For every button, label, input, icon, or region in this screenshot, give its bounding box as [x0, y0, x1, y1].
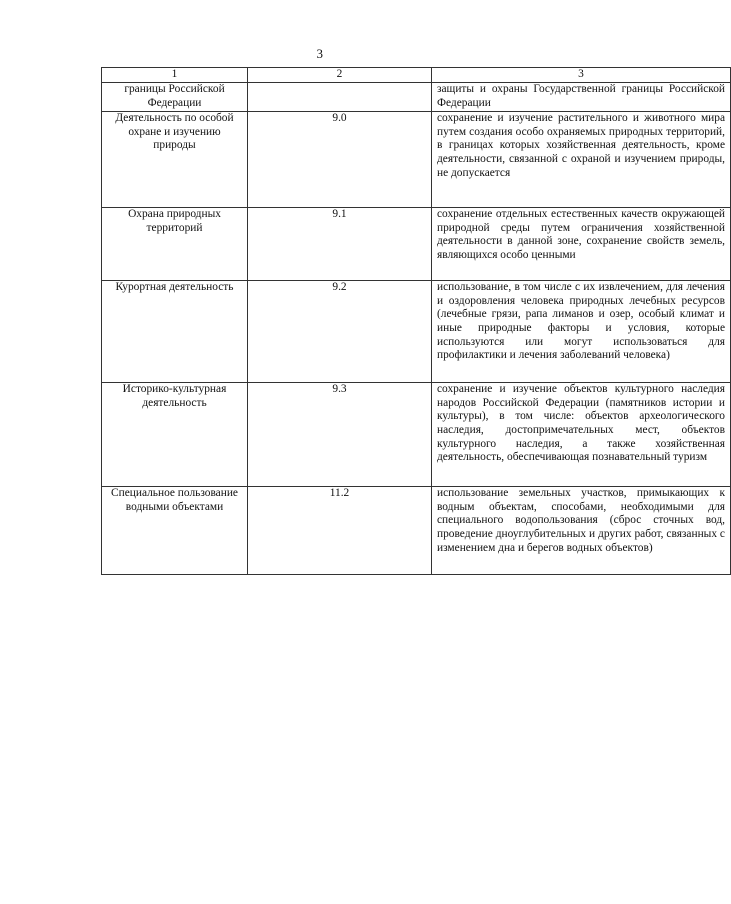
table-row: [102, 383, 731, 487]
land-use-name: Охрана природных территорий: [102, 208, 248, 281]
land-use-name: Курортная деятельность: [102, 281, 248, 383]
land-use-description: использование, в том числе с их извлечением, для лечения и оздоровления человека природных лечебных ресурсов (лечебные грязи, рапа лиманов и озер, особый климат и иные природные факторы и условия, которые используются или могут использоваться для профилактики и лечения заболеваний человека): [432, 281, 731, 383]
land-use-code: 9.3: [248, 383, 432, 487]
land-use-name: Историко-культурная деятельность: [102, 383, 248, 487]
land-use-description: сохранение отдельных естественных качеств окружающей природной среды путем ограничения хозяйственной деятельности в данной зоне, сохранение свойств земель, являющихся особо ценными: [432, 208, 731, 281]
land-use-name: Деятельность по особой охране и изучению природы: [102, 112, 248, 208]
land-use-name: границы Российской Федерации: [102, 83, 248, 112]
land-use-table: [101, 67, 731, 575]
land-use-description: использование земельных участков, примыкающих к водным объектам, способами, необходимыми для специального водопользования (сброс сточных вод, проведение дноуглубительных и других работ, связанных с изменением дна и берегов водных объектов): [432, 487, 731, 575]
land-use-code: [248, 83, 432, 112]
table-header-row: [102, 68, 731, 83]
land-use-code: 9.1: [248, 208, 432, 281]
land-use-description: сохранение и изучение объектов культурного наследия народов Российской Федерации (памятников истории и культуры), в том числе: объектов археологического наследия, достопримечательных мест, объектов культурного наследия, а также хозяйственная деятельность, обеспечивающая познавательный туризм: [432, 383, 731, 487]
table-row: [102, 487, 731, 575]
land-use-code: 9.2: [248, 281, 432, 383]
land-use-description: защиты и охраны Государственной границы Российской Федерации: [432, 83, 731, 112]
page-number: 3: [316, 46, 324, 61]
table-row: [102, 208, 731, 281]
table-row: [102, 112, 731, 208]
column-header-1: 1: [102, 68, 248, 83]
land-use-description: сохранение и изучение растительного и животного мира путем создания особо охраняемых природных территорий, в границах которых хозяйственная деятельность, кроме деятельности, связанной с охраной и изучением природы, не допускается: [432, 112, 731, 208]
table-row: [102, 281, 731, 383]
land-use-code: 9.0: [248, 112, 432, 208]
land-use-code: 11.2: [248, 487, 432, 575]
land-use-name: Специальное пользование водными объектами: [102, 487, 248, 575]
column-header-2: 2: [248, 68, 432, 83]
table-row: [102, 83, 731, 112]
column-header-3: 3: [432, 68, 731, 83]
